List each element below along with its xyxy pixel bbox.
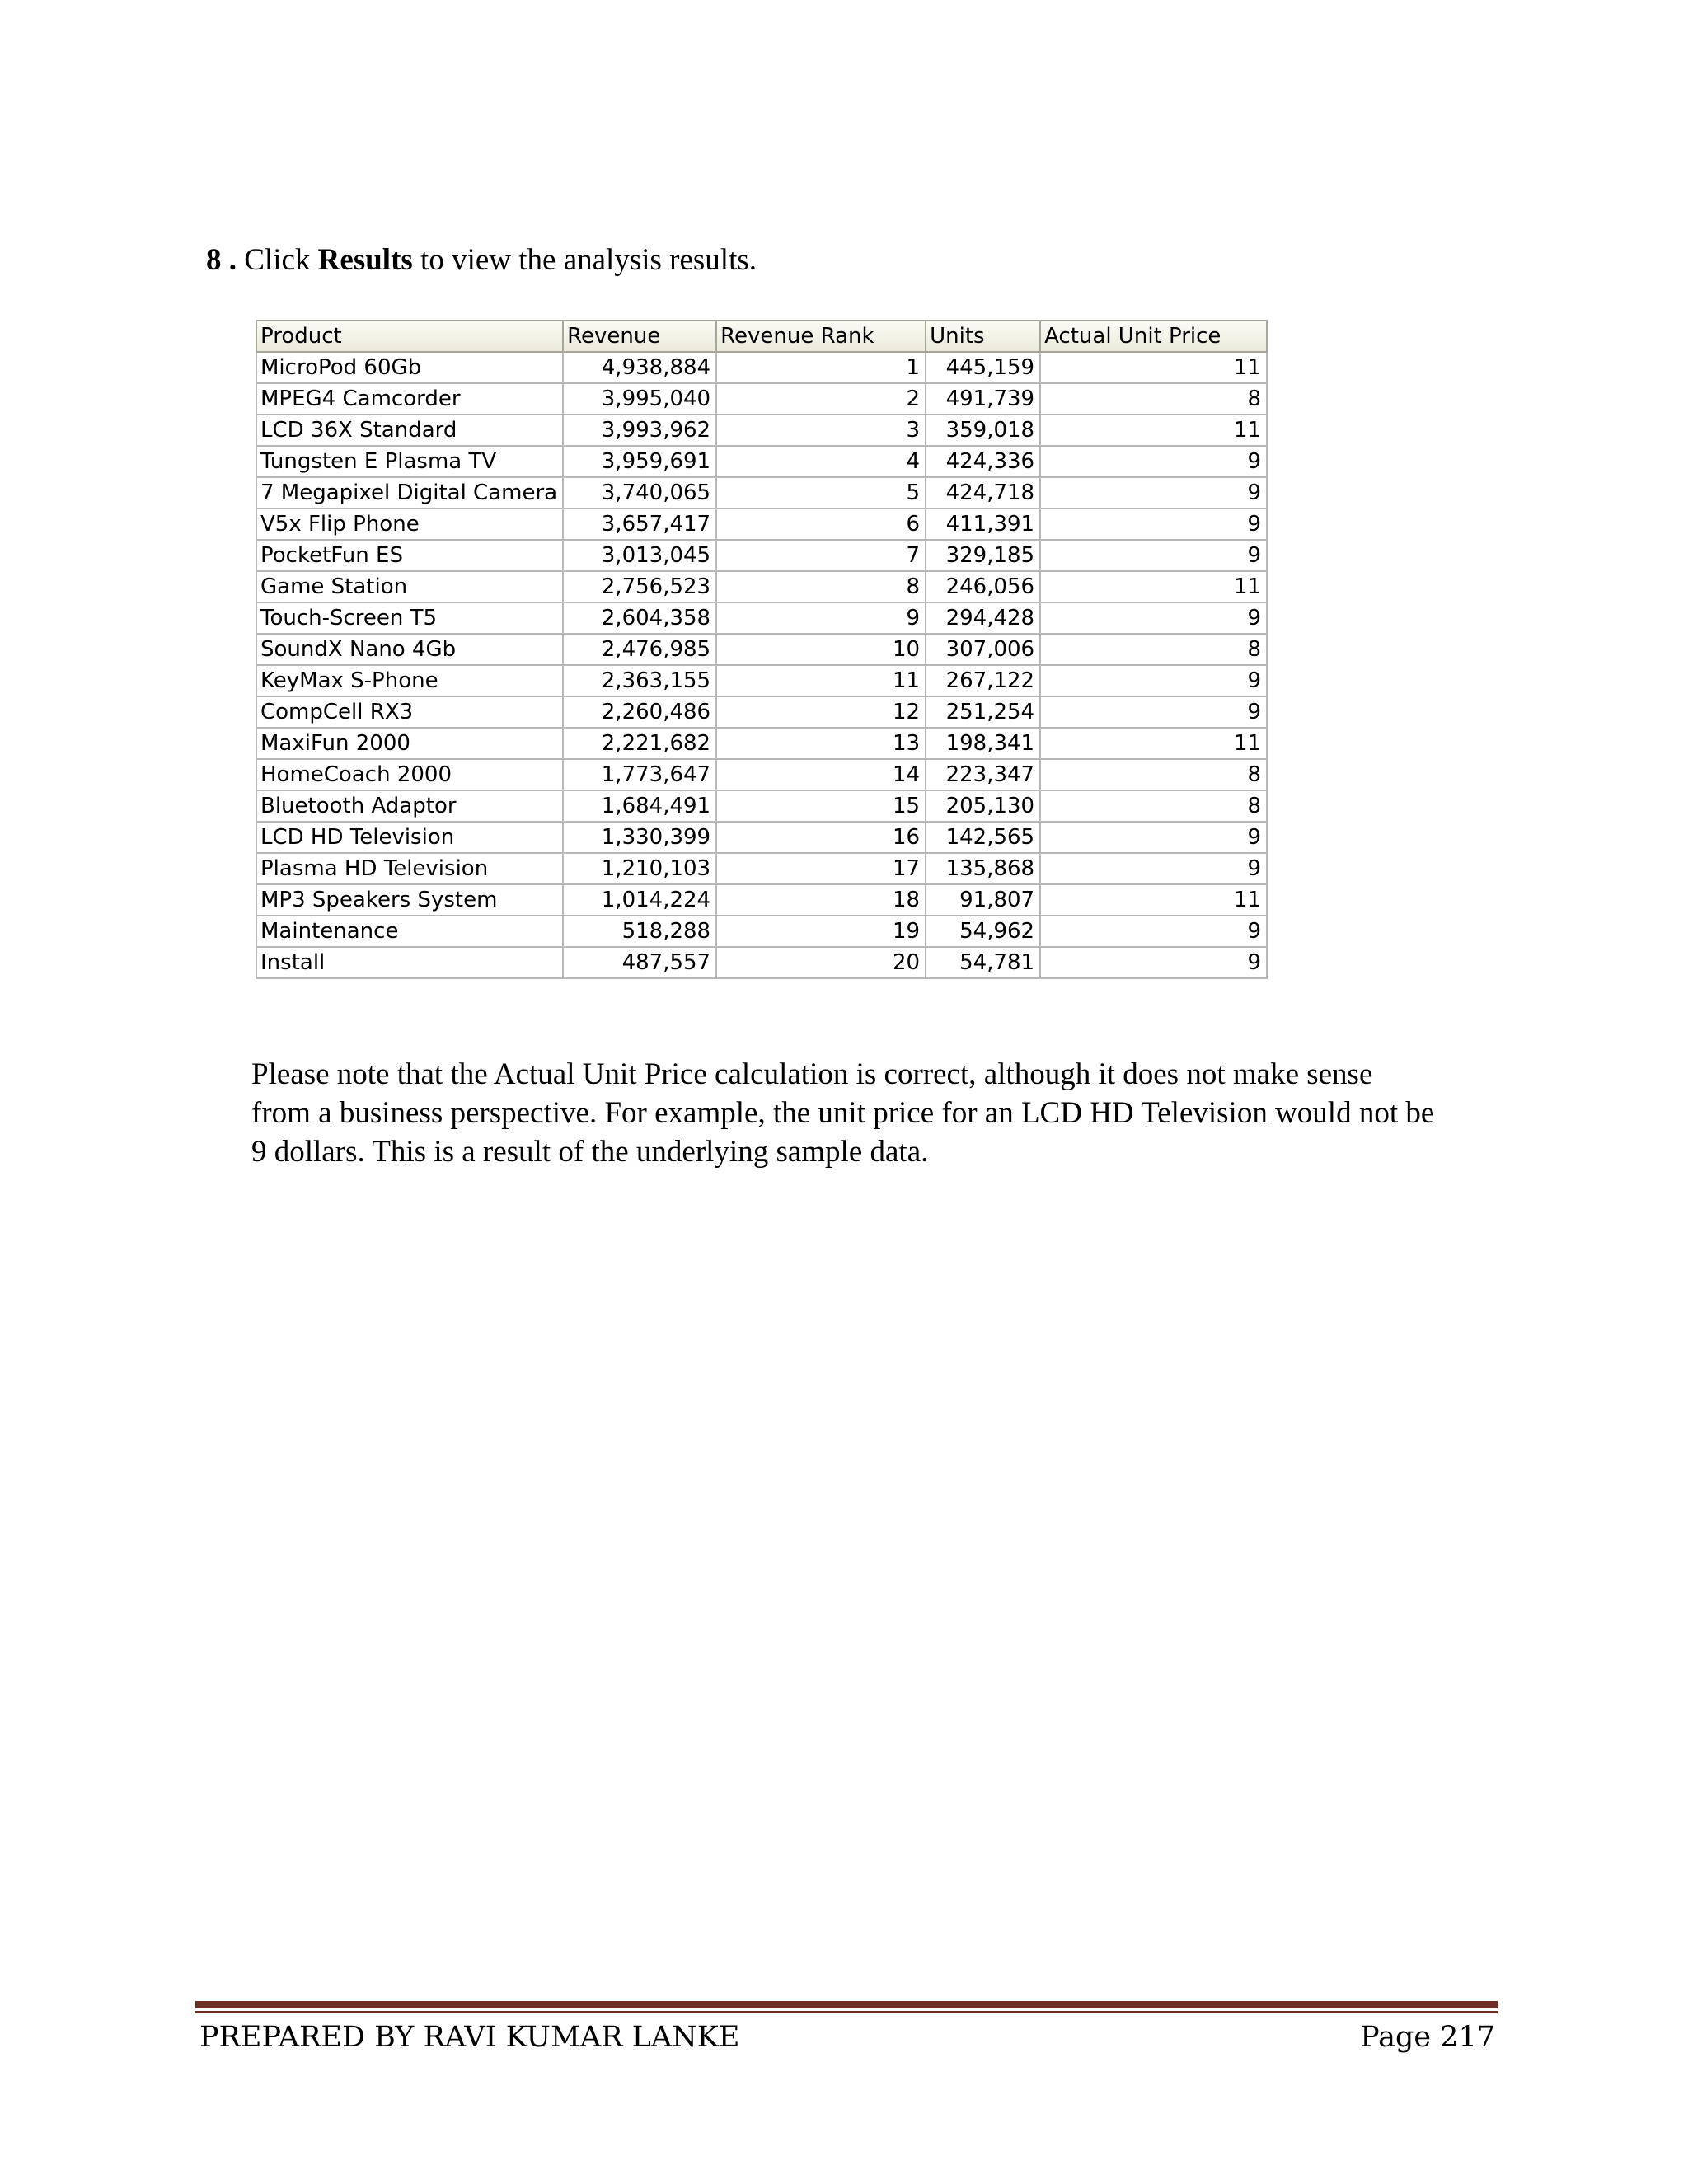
cell-revenue[interactable]: 3,959,691 <box>563 446 716 477</box>
cell-product[interactable]: LCD HD Television <box>256 822 563 853</box>
table-row <box>256 602 1267 634</box>
cell-revenue-rank[interactable]: 9 <box>716 602 926 634</box>
cell-units[interactable]: 205,130 <box>926 790 1040 822</box>
cell-revenue[interactable]: 518,288 <box>563 916 716 947</box>
cell-revenue[interactable]: 3,013,045 <box>563 540 716 571</box>
table-row <box>256 822 1267 853</box>
table-row <box>256 415 1267 446</box>
cell-units[interactable]: 329,185 <box>926 540 1040 571</box>
table-row <box>256 509 1267 540</box>
cell-revenue[interactable]: 2,476,985 <box>563 634 716 665</box>
table-row <box>256 696 1267 728</box>
cell-revenue[interactable]: 487,557 <box>563 947 716 978</box>
cell-actual-unit-price[interactable]: 11 <box>1040 884 1267 916</box>
cell-actual-unit-price[interactable]: 9 <box>1040 509 1267 540</box>
header-revenue-rank[interactable]: Revenue Rank <box>716 321 926 352</box>
cell-revenue[interactable]: 1,330,399 <box>563 822 716 853</box>
table-row <box>256 790 1267 822</box>
table-row <box>256 571 1267 602</box>
cell-product[interactable]: Game Station <box>256 571 563 602</box>
cell-units[interactable]: 411,391 <box>926 509 1040 540</box>
table-row <box>256 477 1267 509</box>
cell-actual-unit-price[interactable]: 9 <box>1040 696 1267 728</box>
table-row <box>256 634 1267 665</box>
cell-revenue-rank[interactable]: 8 <box>716 571 926 602</box>
cell-actual-unit-price[interactable]: 9 <box>1040 602 1267 634</box>
cell-units[interactable]: 359,018 <box>926 415 1040 446</box>
cell-actual-unit-price[interactable]: 9 <box>1040 446 1267 477</box>
cell-revenue-rank[interactable]: 11 <box>716 665 926 696</box>
cell-actual-unit-price[interactable]: 9 <box>1040 665 1267 696</box>
cell-revenue[interactable]: 2,221,682 <box>563 728 716 759</box>
cell-revenue-rank[interactable]: 10 <box>716 634 926 665</box>
cell-revenue[interactable]: 1,210,103 <box>563 853 716 884</box>
cell-revenue-rank[interactable]: 20 <box>716 947 926 978</box>
cell-revenue[interactable]: 3,993,962 <box>563 415 716 446</box>
cell-units[interactable]: 54,962 <box>926 916 1040 947</box>
table-row <box>256 540 1267 571</box>
table-row <box>256 759 1267 790</box>
page-number: Page 217 <box>1360 2021 1495 2054</box>
cell-revenue-rank[interactable]: 17 <box>716 853 926 884</box>
cell-revenue[interactable]: 3,657,417 <box>563 509 716 540</box>
cell-product[interactable]: Tungsten E Plasma TV <box>256 446 563 477</box>
explanatory-note <box>251 1055 1570 1171</box>
cell-product[interactable]: SoundX Nano 4Gb <box>256 634 563 665</box>
table-row <box>256 383 1267 415</box>
table-row <box>256 916 1267 947</box>
cell-actual-unit-price[interactable]: 9 <box>1040 853 1267 884</box>
header-actual-unit-price[interactable]: Actual Unit Price <box>1040 321 1267 352</box>
cell-revenue-rank[interactable]: 16 <box>716 822 926 853</box>
cell-product[interactable]: Install <box>256 947 563 978</box>
step-number: 8 . <box>206 243 237 277</box>
cell-revenue-rank[interactable]: 2 <box>716 383 926 415</box>
cell-units[interactable]: 294,428 <box>926 602 1040 634</box>
footer-author: PREPARED BY RAVI KUMAR LANKE <box>199 2021 740 2054</box>
note-line: from a business perspective. For example, the unit price for an LCD HD Television would not be <box>251 1096 1435 1130</box>
cell-actual-unit-price[interactable]: 8 <box>1040 790 1267 822</box>
cell-units[interactable]: 142,565 <box>926 822 1040 853</box>
cell-actual-unit-price[interactable]: 8 <box>1040 759 1267 790</box>
table-row <box>256 947 1267 978</box>
cell-product[interactable]: Plasma HD Television <box>256 853 563 884</box>
cell-actual-unit-price[interactable]: 9 <box>1040 822 1267 853</box>
cell-product[interactable]: Touch-Screen T5 <box>256 602 563 634</box>
cell-actual-unit-price[interactable]: 9 <box>1040 540 1267 571</box>
cell-actual-unit-price[interactable]: 11 <box>1040 415 1267 446</box>
cell-units[interactable]: 491,739 <box>926 383 1040 415</box>
table-body <box>256 352 1267 978</box>
table-header-row <box>256 321 1267 352</box>
results-label: Results <box>317 243 413 277</box>
cell-units[interactable]: 445,159 <box>926 352 1040 383</box>
cell-revenue-rank[interactable]: 6 <box>716 509 926 540</box>
table-row <box>256 884 1267 916</box>
cell-revenue-rank[interactable]: 14 <box>716 759 926 790</box>
cell-revenue[interactable]: 3,740,065 <box>563 477 716 509</box>
cell-units[interactable]: 91,807 <box>926 884 1040 916</box>
cell-units[interactable]: 198,341 <box>926 728 1040 759</box>
cell-revenue-rank[interactable]: 12 <box>716 696 926 728</box>
cell-revenue[interactable]: 1,014,224 <box>563 884 716 916</box>
cell-product[interactable]: V5x Flip Phone <box>256 509 563 540</box>
cell-revenue-rank[interactable]: 7 <box>716 540 926 571</box>
cell-revenue[interactable]: 4,938,884 <box>563 352 716 383</box>
cell-units[interactable]: 307,006 <box>926 634 1040 665</box>
cell-product[interactable]: MaxiFun 2000 <box>256 728 563 759</box>
cell-actual-unit-price[interactable]: 9 <box>1040 477 1267 509</box>
cell-units[interactable]: 54,781 <box>926 947 1040 978</box>
results-table <box>256 320 1268 979</box>
cell-revenue[interactable]: 3,995,040 <box>563 383 716 415</box>
header-revenue[interactable]: Revenue <box>563 321 716 352</box>
step-text-pre: Click <box>244 243 311 277</box>
cell-product[interactable]: HomeCoach 2000 <box>256 759 563 790</box>
cell-revenue[interactable]: 1,684,491 <box>563 790 716 822</box>
cell-revenue[interactable]: 2,756,523 <box>563 571 716 602</box>
header-product[interactable]: Product <box>256 321 563 352</box>
cell-actual-unit-price[interactable]: 11 <box>1040 571 1267 602</box>
cell-units[interactable]: 246,056 <box>926 571 1040 602</box>
cell-revenue-rank[interactable]: 5 <box>716 477 926 509</box>
cell-actual-unit-price[interactable]: 11 <box>1040 728 1267 759</box>
cell-revenue-rank[interactable]: 4 <box>716 446 926 477</box>
table-row <box>256 853 1267 884</box>
cell-units[interactable]: 135,868 <box>926 853 1040 884</box>
cell-product[interactable]: MP3 Speakers System <box>256 884 563 916</box>
step-text-post: to view the analysis results. <box>420 243 757 277</box>
cell-units[interactable]: 424,336 <box>926 446 1040 477</box>
cell-revenue-rank[interactable]: 19 <box>716 916 926 947</box>
cell-product[interactable]: CompCell RX3 <box>256 696 563 728</box>
cell-product[interactable]: MPEG4 Camcorder <box>256 383 563 415</box>
cell-product[interactable]: Maintenance <box>256 916 563 947</box>
cell-revenue-rank[interactable]: 18 <box>716 884 926 916</box>
cell-revenue-rank[interactable]: 3 <box>716 415 926 446</box>
cell-revenue[interactable]: 2,604,358 <box>563 602 716 634</box>
table-row <box>256 446 1267 477</box>
header-units[interactable]: Units <box>926 321 1040 352</box>
cell-actual-unit-price[interactable]: 8 <box>1040 383 1267 415</box>
cell-actual-unit-price[interactable]: 9 <box>1040 916 1267 947</box>
cell-units[interactable]: 251,254 <box>926 696 1040 728</box>
note-line: 9 dollars. This is a result of the underlying sample data. <box>251 1135 929 1169</box>
cell-product[interactable]: LCD 36X Standard <box>256 415 563 446</box>
table-row <box>256 728 1267 759</box>
step-instruction <box>206 241 757 279</box>
cell-revenue-rank[interactable]: 15 <box>716 790 926 822</box>
cell-revenue[interactable]: 2,363,155 <box>563 665 716 696</box>
cell-actual-unit-price[interactable]: 11 <box>1040 352 1267 383</box>
note-line: Please note that the Actual Unit Price calculation is correct, although it does not make sense <box>251 1057 1373 1091</box>
cell-product[interactable]: Bluetooth Adaptor <box>256 790 563 822</box>
cell-product[interactable]: MicroPod 60Gb <box>256 352 563 383</box>
cell-product[interactable]: PocketFun ES <box>256 540 563 571</box>
cell-actual-unit-price[interactable]: 8 <box>1040 634 1267 665</box>
cell-product[interactable]: KeyMax S-Phone <box>256 665 563 696</box>
cell-revenue[interactable]: 1,773,647 <box>563 759 716 790</box>
table-row <box>256 665 1267 696</box>
footer-rule <box>195 2001 1498 2013</box>
cell-revenue-rank[interactable]: 1 <box>716 352 926 383</box>
cell-units[interactable]: 223,347 <box>926 759 1040 790</box>
table-row <box>256 352 1267 383</box>
cell-actual-unit-price[interactable]: 9 <box>1040 947 1267 978</box>
cell-revenue[interactable]: 2,260,486 <box>563 696 716 728</box>
cell-product[interactable]: 7 Megapixel Digital Camera <box>256 477 563 509</box>
cell-units[interactable]: 424,718 <box>926 477 1040 509</box>
cell-revenue-rank[interactable]: 13 <box>716 728 926 759</box>
cell-units[interactable]: 267,122 <box>926 665 1040 696</box>
